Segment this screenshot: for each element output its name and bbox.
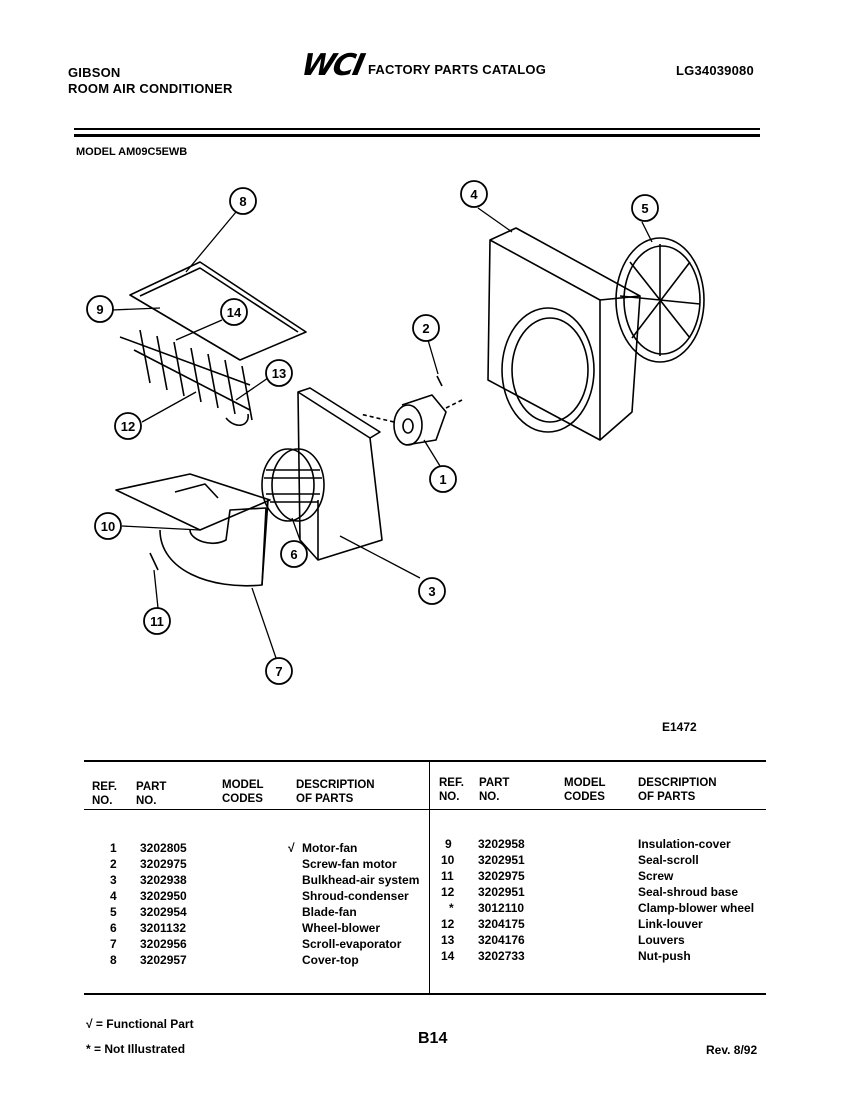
table-center-divider [429, 762, 430, 994]
row-ref: 12 [441, 885, 455, 899]
row-desc: Seal-scroll [638, 853, 699, 867]
callout-6: 6 [290, 547, 298, 562]
row-desc: Shroud-condenser [302, 889, 409, 903]
row-desc: Louvers [638, 933, 685, 947]
callout-4: 4 [470, 187, 478, 202]
row-desc: Motor-fan [302, 841, 358, 855]
callout-markers [87, 181, 658, 684]
catalog-number: LG34039080 [676, 63, 754, 78]
row-desc: Screw-fan motor [302, 857, 397, 871]
callout-11: 11 [150, 614, 164, 629]
callout-9: 9 [96, 302, 104, 317]
row-desc: Insulation-cover [638, 837, 731, 851]
screw-part [150, 553, 158, 570]
louvers-part [120, 330, 252, 425]
row-part: 3202975 [140, 857, 187, 871]
table-top-rule [84, 760, 766, 762]
leader-lines [112, 208, 652, 658]
revision: Rev. 8/92 [706, 1043, 758, 1057]
row-desc: Clamp-blower wheel [638, 901, 755, 915]
row-ref: 14 [441, 949, 455, 963]
cover-top-part [130, 262, 306, 360]
row-desc: Bulkhead-air system [302, 873, 420, 887]
callout-5: 5 [641, 201, 649, 216]
header-underline [84, 809, 766, 810]
col-part-right: PART NO. [479, 777, 510, 803]
row-ref: 8 [110, 953, 117, 967]
row-ref: 1 [110, 841, 117, 855]
row-part: 3012110 [478, 901, 525, 915]
screw-fan-motor-part [437, 376, 442, 386]
row-part: 3202951 [478, 885, 525, 899]
callout-10: 10 [100, 519, 116, 534]
callout-3: 3 [428, 584, 436, 599]
callout-7: 7 [275, 664, 283, 679]
page-number: B14 [418, 1030, 448, 1047]
figure-id: E1472 [662, 720, 697, 734]
row-part: 3202956 [140, 937, 187, 951]
row-desc: Nut-push [638, 949, 691, 963]
table-bottom-rule [84, 993, 766, 995]
row-ref: 4 [110, 889, 117, 903]
motor-fan-part [360, 395, 462, 445]
callout-8: 8 [239, 194, 247, 209]
wci-logo: WCI [298, 48, 367, 83]
row-ref: 11 [441, 869, 454, 883]
row-part: 3202950 [140, 889, 187, 903]
row-part: 3202938 [140, 873, 187, 887]
row-part: 3202958 [478, 837, 525, 851]
row-desc: Scroll-evaporator [302, 937, 402, 951]
callout-13: 13 [271, 366, 287, 381]
row-part: 3202954 [140, 905, 187, 919]
row-ref: 12 [441, 917, 455, 931]
catalog-title: FACTORY PARTS CATALOG [368, 62, 547, 77]
row-ref: * [449, 901, 454, 915]
legend-functional: √ = Functional Part [86, 1017, 194, 1031]
bulkhead-part [298, 388, 382, 560]
row-ref: 7 [110, 937, 117, 951]
functional-mark: √ [288, 841, 295, 855]
row-ref: 6 [110, 921, 117, 935]
row-part: 3202951 [478, 853, 525, 867]
row-ref: 2 [110, 857, 117, 871]
row-desc: Link-louver [638, 917, 703, 931]
col-ref-left: REF. NO. [92, 781, 117, 807]
blade-fan-part [616, 238, 704, 362]
brand-line1: GIBSON [68, 65, 121, 80]
row-part: 3204175 [478, 917, 525, 931]
blower-wheel-part [262, 449, 324, 521]
legend-not-illustrated: * = Not Illustrated [86, 1042, 186, 1056]
row-part: 3201132 [140, 921, 187, 935]
row-desc: Seal-shroud base [638, 885, 739, 899]
row-desc: Blade-fan [302, 905, 357, 919]
row-ref: 9 [445, 837, 452, 851]
row-ref: 3 [110, 873, 117, 887]
callout-1: 1 [439, 472, 447, 487]
row-ref: 10 [441, 853, 455, 867]
row-part: 3204176 [478, 933, 525, 947]
row-part: 3202805 [140, 841, 187, 855]
row-desc: Screw [638, 869, 674, 883]
row-part: 3202957 [140, 953, 187, 967]
row-ref: 13 [441, 933, 455, 947]
shroud-condenser-part [488, 228, 640, 440]
col-codes-left: MODEL CODES [222, 779, 264, 805]
row-desc: Cover-top [302, 953, 359, 967]
row-desc: Wheel-blower [302, 921, 381, 935]
col-ref-right: REF. NO. [439, 777, 464, 803]
callout-12: 12 [120, 419, 136, 434]
col-codes-right: MODEL CODES [564, 777, 606, 803]
row-part: 3202733 [478, 949, 525, 963]
col-part-left: PART NO. [136, 781, 167, 807]
callout-2: 2 [422, 321, 430, 336]
callout-14: 14 [226, 305, 242, 320]
model-label: MODEL AM09C5EWB [76, 146, 188, 158]
row-part: 3202975 [478, 869, 525, 883]
brand-line2: ROOM AIR CONDITIONER [68, 81, 233, 96]
col-desc-left: DESCRIPTION OF PARTS [296, 779, 375, 805]
col-desc-right: DESCRIPTION OF PARTS [638, 777, 717, 803]
row-ref: 5 [110, 905, 117, 919]
